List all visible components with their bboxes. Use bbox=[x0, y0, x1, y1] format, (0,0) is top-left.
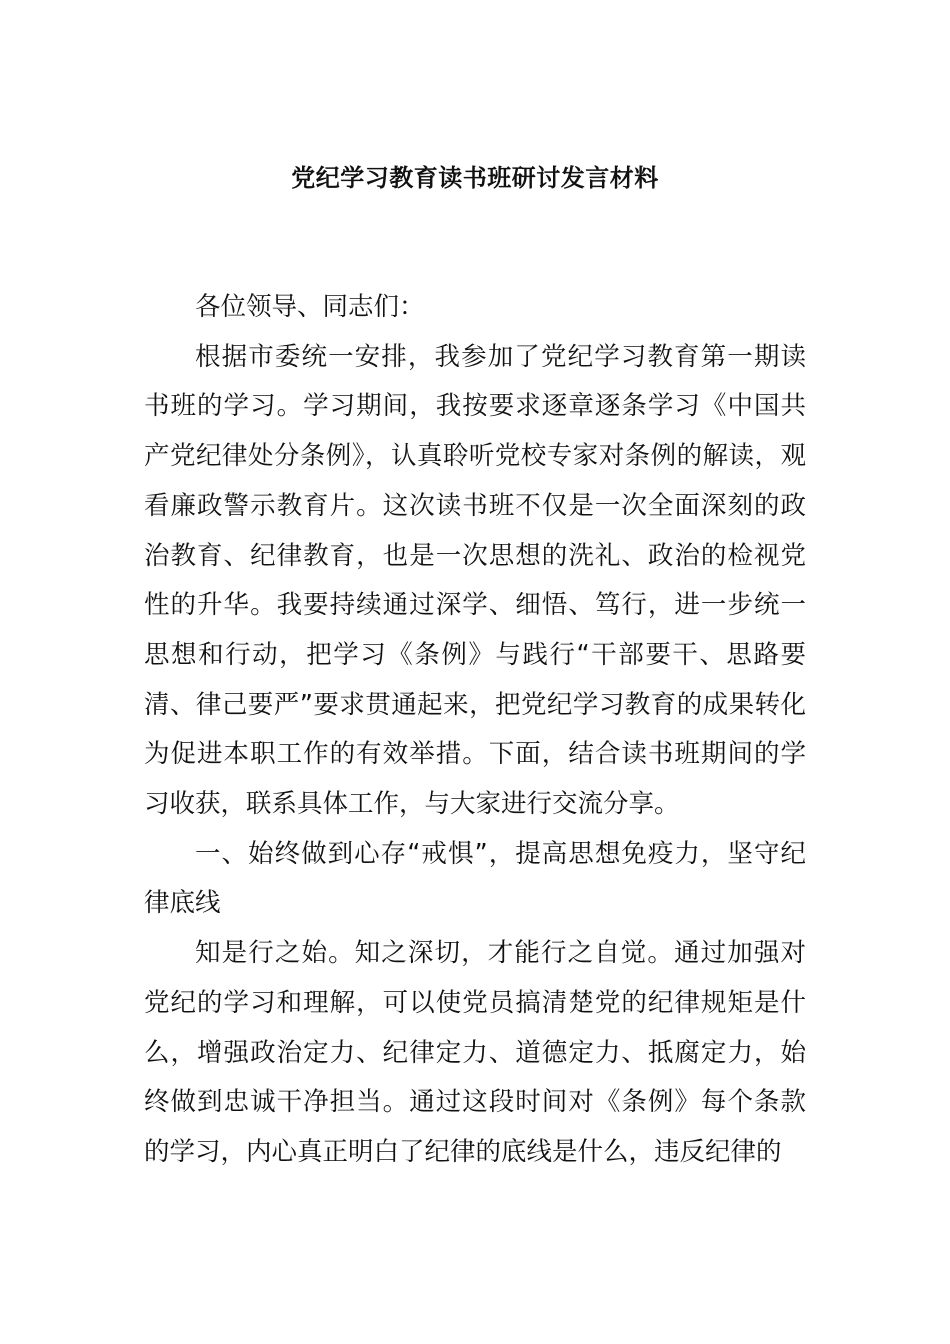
salutation-paragraph: 各位领导、同志们： bbox=[195, 292, 425, 322]
document-title: 党纪学习教育读书班研讨发言材料 bbox=[291, 164, 659, 192]
document-body bbox=[144, 283, 806, 1178]
intro-paragraph: 根据市委统一安排，我参加了党纪学习教育第一期读书班的学习。学习期间，我按要求逐章逐条学习《中国共产党纪律处分条例》，认真聆听党校专家对条例的解读，观看廉政警示教育片。这次读书班不仅是一次全面深刻的政治教育、纪律教育，也是一次思想的洗礼、政治的检视党性的升华。我要持续通过深学、细悟、笃行，进一步统一思想和行动，把学习《条例》与践行“干部要干、思路要清、律己要严”要求贯通起来，把党纪学习教育的成果转化为促进本职工作的有效举措。下面，结合读书班期间的学习收获，联系具体工作，与大家进行交流分享。 bbox=[144, 341, 806, 820]
section-heading-1: 一、始终做到心存“戒惧”，提高思想免疫力，坚守纪律底线 bbox=[144, 838, 806, 919]
section-1-paragraph: 知是行之始。知之深切，才能行之自觉。通过加强对党纪的学习和理解，可以使党员搞清楚党的纪律规矩是什么，增强政治定力、纪律定力、道德定力、抵腐定力，始终做到忠诚干净担当。通过这段时间对《条例》每个条款的学习，内心真正明白了纪律的底线是什么，违反纪律的 bbox=[144, 938, 806, 1167]
